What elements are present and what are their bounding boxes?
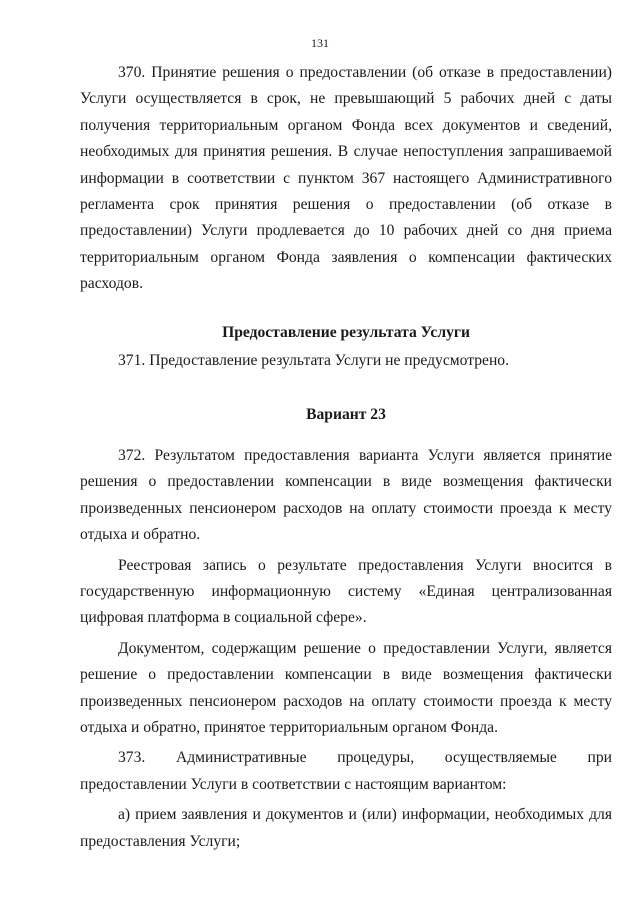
paragraph-372: 372. Результатом предоставления варианта Услуги является принятие решения о предоставлении компенсации в виде возмещения фактически произведенных пенсионером расходов на оплату стоимости проезда к месту отдыха и обратно. xyxy=(80,446,612,544)
paragraph-373-a: а) прием заявления и документов и (или) информации, необходимых для предоставления Услуги; xyxy=(80,806,612,850)
paragraph-372-document: Документом, содержащим решение о предоставлении Услуги, является решение о предоставлении компенсации в виде возмещения фактически произведенных пенсионером расходов на оплату стоимости проезда к месту отдыха и обратно, принятое территориальным органом Фонда. xyxy=(80,639,612,736)
paragraph-370: 370. Принятие решения о предоставлении (об отказе в предоставлении) Услуги осуществляется в срок, не превышающий 5 рабочих дней с даты получения территориальным органом Фонда всех документов и сведений, необходимых для принятия решения. В случае непоступления запрашиваемой информации в соответствии с пунктом 367 настоящего Административного регламента срок принятия решения о предоставлении (об отказе в предоставлении) Услуги продлевается до 10 рабочих дней со дня приема территориальным органом Фонда заявления о компенсации фактических расходов. xyxy=(80,64,612,293)
paragraph-372-registry: Реестровая запись о результате предоставления Услуги вносится в государственную информационную систему «Единая централизованная цифровая платформа в социальной сфере». xyxy=(80,556,612,627)
paragraph-373: 373. Административные процедуры, осуществляемые при предоставлении Услуги в соответствии с настоящим вариантом: xyxy=(80,749,612,793)
page-number: 131 xyxy=(311,36,329,50)
paragraph-371: 371. Предоставление результата Услуги не предусмотрено. xyxy=(118,352,509,370)
section-heading-variant: Вариант 23 xyxy=(306,406,386,424)
document-body xyxy=(80,60,612,855)
section-heading-result: Предоставление результата Услуги xyxy=(222,323,470,341)
